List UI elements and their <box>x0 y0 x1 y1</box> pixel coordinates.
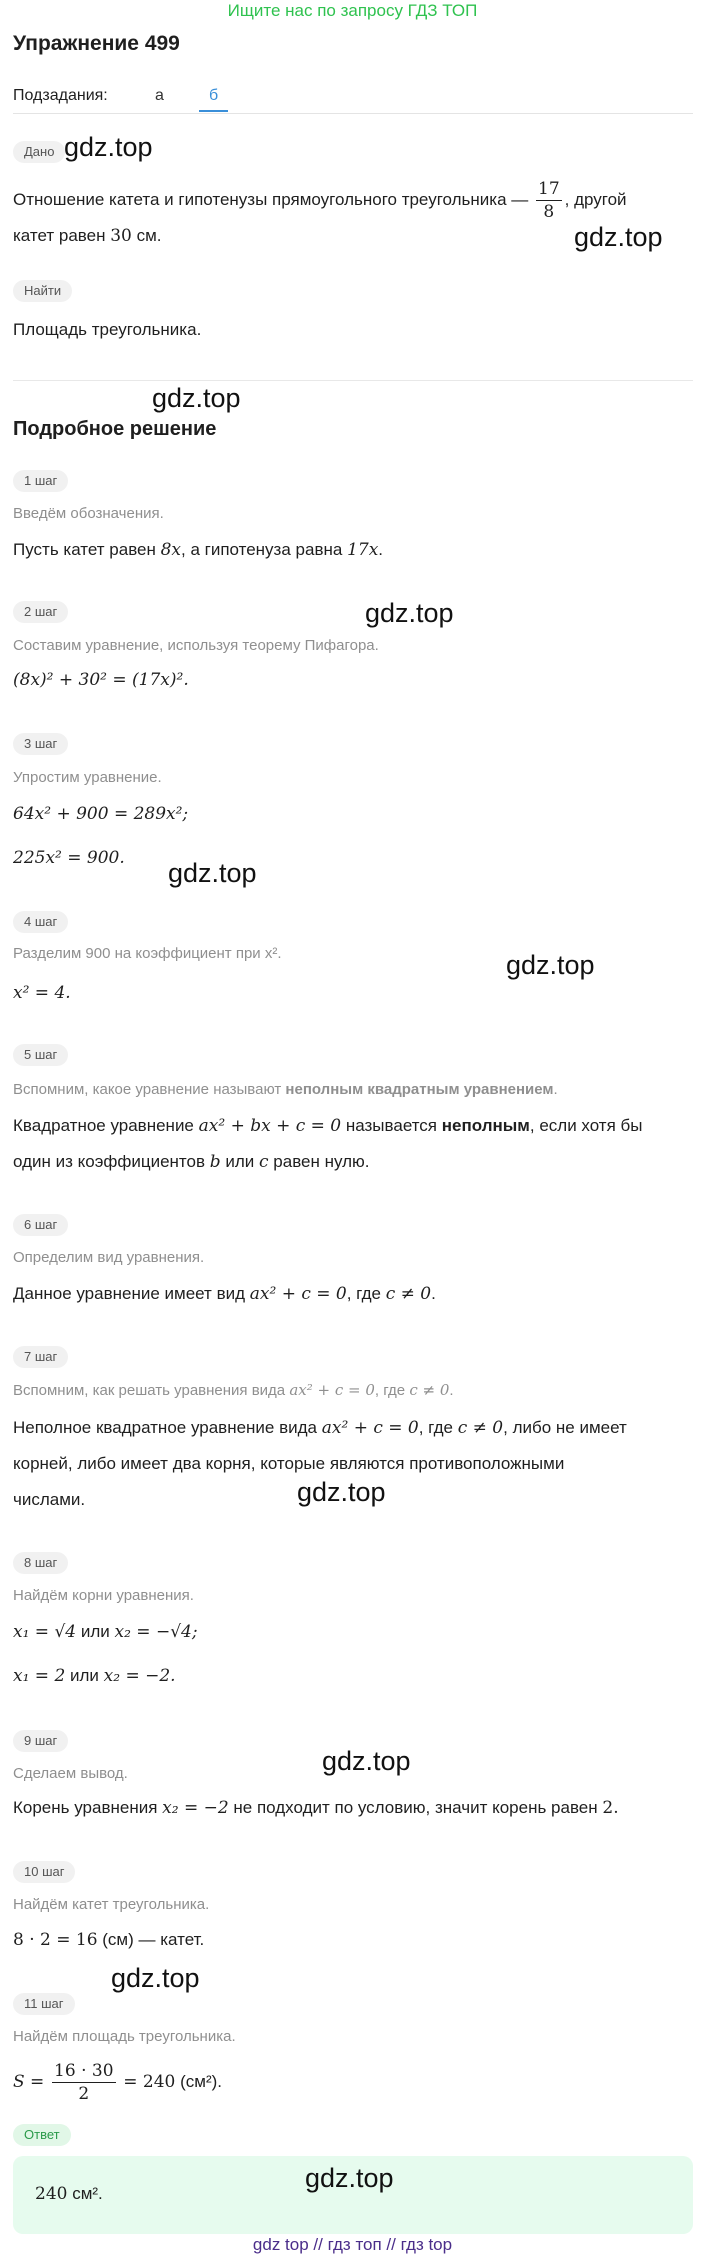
step-7-hint <box>13 1380 693 1401</box>
step-8-or-a: или <box>80 1622 110 1641</box>
step-11-text <box>13 2060 693 2105</box>
given-text-part3: катет равен <box>13 226 106 245</box>
step-7-text-a: Неполное квадратное уравнение вида <box>13 1418 318 1437</box>
step-6-text-b: , где <box>346 1284 381 1303</box>
step-1-math-a: 8x <box>160 540 182 560</box>
step-7-text-line1 <box>13 1410 693 1446</box>
step-5-hint <box>13 1080 693 1100</box>
tab-subtask-a[interactable]: а <box>155 87 164 104</box>
given-text <box>13 178 693 223</box>
step-1-text-c: . <box>378 540 384 559</box>
step-5-hint-a: Вспомним, какое уравнение называют <box>13 1081 282 1098</box>
step-5-text-a: Квадратное уравнение <box>13 1116 194 1135</box>
watermark: gdz.top <box>506 950 595 980</box>
step-4-equation: x² = 4. <box>13 983 71 1003</box>
step-5-text-c: , если хотя бы <box>529 1116 643 1135</box>
step-6-text-c: . <box>431 1284 436 1303</box>
watermark: gdz.top <box>297 1477 386 1507</box>
step-5-math-b: b <box>209 1152 221 1172</box>
watermark: gdz.top <box>111 1963 200 1993</box>
subtasks-bar <box>13 84 693 112</box>
step-9-text <box>13 1790 693 1826</box>
step-8-hint: Найдём корни уравнения. <box>13 1587 194 1604</box>
find-badge: Найти <box>13 280 72 302</box>
section-divider <box>13 380 693 381</box>
step-11-fraction-den: 2 <box>78 2084 90 2104</box>
find-text: Площадь треугольника. <box>13 320 202 339</box>
step-6-math-b: c ≠ 0 <box>385 1284 432 1304</box>
step-7-hint-math-a: ax² + c = 0 <box>289 1381 375 1399</box>
step-7-text-line2: корней, либо имеет два корня, которые являются противоположными <box>13 1454 565 1473</box>
step-11-unit: (см²). <box>180 2071 222 2091</box>
step-5-hint-bold: неполным квадратным уравнением <box>285 1081 554 1098</box>
step-2-hint: Составим уравнение, используя теорему Пифагора. <box>13 637 379 654</box>
step-2-badge: 2 шаг <box>13 601 68 623</box>
step-7-math-a: ax² + c = 0 <box>321 1418 419 1438</box>
step-5-text-f: равен нулю. <box>273 1152 370 1171</box>
step-11-math-result: = 240 <box>123 2071 176 2092</box>
watermark: gdz.top <box>152 383 241 413</box>
step-9-math-b: 2. <box>602 1798 619 1818</box>
answer-text <box>35 2184 103 2204</box>
step-9-text-a: Корень уравнения <box>13 1798 158 1817</box>
step-1-text-a: Пусть катет равен <box>13 540 156 559</box>
step-10-hint: Найдём катет треугольника. <box>13 1896 210 1913</box>
given-text-part4: см. <box>136 226 162 245</box>
step-5-text-line2 <box>13 1144 693 1180</box>
answer-value: 240 <box>35 2184 68 2204</box>
watermark: gdz.top <box>574 222 663 252</box>
step-8-or-b: или <box>70 1666 99 1685</box>
step-3-badge: 3 шаг <box>13 733 68 755</box>
step-6-text-a: Данное уравнение имеет вид <box>13 1284 246 1303</box>
step-10-math: 8 · 2 = 16 <box>13 1930 98 1950</box>
given-value: 30 <box>110 226 132 246</box>
step-7-text-line3: числами. <box>13 1490 86 1509</box>
answer-badge: Ответ <box>13 2124 71 2146</box>
watermark: gdz.top <box>322 1746 411 1776</box>
step-9-math-a: x₂ = −2 <box>162 1798 229 1818</box>
step-2-equation: (8x)² + 30² = (17x)². <box>13 670 189 690</box>
step-6-math-a: ax² + c = 0 <box>249 1284 347 1304</box>
step-1-badge: 1 шаг <box>13 470 68 492</box>
step-5-hint-end: . <box>553 1081 558 1098</box>
step-7-math-b: c ≠ 0 <box>457 1418 504 1438</box>
step-9-text-b: не подходит по условию, значит корень равен <box>233 1798 598 1817</box>
given-fraction <box>536 178 562 223</box>
step-1-text-b: , а гипотенуза равна <box>181 540 343 559</box>
watermark: gdz.top <box>64 132 153 162</box>
page-title: Упражнение 499 <box>13 32 180 55</box>
step-5-text-d: один из коэффициентов <box>13 1152 206 1171</box>
subtasks-divider <box>13 113 693 114</box>
step-10-badge: 10 шаг <box>13 1861 75 1883</box>
step-8-math-d: x₂ = −2. <box>103 1666 176 1686</box>
step-11-math-s: S = <box>13 2071 45 2092</box>
given-badge: Дано <box>13 141 65 163</box>
tab-subtask-b[interactable]: б <box>199 84 228 112</box>
step-1-math-b: 17x <box>347 540 379 560</box>
step-1-hint: Введём обозначения. <box>13 505 164 522</box>
given-text-part1: Отношение катета и гипотенузы прямоугольного треугольника — <box>13 189 529 209</box>
step-6-badge: 6 шаг <box>13 1214 68 1236</box>
watermark: gdz.top <box>365 598 454 628</box>
step-11-fraction <box>52 2060 115 2105</box>
step-5-text-b: называется <box>345 1116 438 1135</box>
subtasks-label: Подзадания: <box>13 87 108 104</box>
watermark: gdz.top <box>168 858 257 888</box>
step-7-hint-mid: , где <box>374 1382 406 1399</box>
step-7-text-c: , либо не имеет <box>503 1418 627 1437</box>
step-6-text <box>13 1276 693 1312</box>
step-11-hint: Найдём площадь треугольника. <box>13 2028 236 2045</box>
step-4-badge: 4 шаг <box>13 911 68 933</box>
given-fraction-den: 8 <box>543 202 555 222</box>
step-5-text-e: или <box>225 1152 255 1171</box>
step-3-equation-2: 225x² = 900. <box>13 848 125 868</box>
step-5-badge: 5 шаг <box>13 1044 68 1066</box>
step-5-math-c: c <box>259 1152 269 1172</box>
solution-title: Подробное решение <box>13 418 217 440</box>
watermark: gdz.top <box>305 2163 394 2193</box>
footer-links[interactable]: gdz top // гдз топ // гдз top <box>252 2235 453 2254</box>
answer-unit: см². <box>72 2184 103 2203</box>
step-7-text-b: , где <box>418 1418 453 1437</box>
given-text-part2: , другой <box>564 189 627 209</box>
step-10-text-a: (см) — катет. <box>102 1930 205 1949</box>
step-3-hint: Упростим уравнение. <box>13 769 162 786</box>
step-4-hint: Разделим 900 на коэффициент при x². <box>13 945 282 962</box>
step-8-math-a: x₁ = √4 <box>13 1622 77 1642</box>
given-fraction-num: 17 <box>538 179 560 199</box>
step-8-math-c: x₁ = 2 <box>13 1666 66 1686</box>
step-7-hint-math-b: c ≠ 0 <box>409 1381 450 1399</box>
step-7-hint-a: Вспомним, как решать уравнения вида <box>13 1382 286 1399</box>
step-5-math-a: ax² + bx + c = 0 <box>198 1116 342 1136</box>
step-11-badge: 11 шаг <box>13 1993 75 2015</box>
step-3-equation-1: 64x² + 900 = 289x²; <box>13 804 189 824</box>
step-7-badge: 7 шаг <box>13 1346 68 1368</box>
step-5-bold: неполным <box>441 1116 530 1135</box>
step-11-fraction-num: 16 · 30 <box>54 2061 114 2081</box>
step-8-badge: 8 шаг <box>13 1552 68 1574</box>
step-5-text-line1 <box>13 1108 693 1144</box>
step-8-math-b: x₂ = −√4; <box>114 1622 198 1642</box>
step-9-badge: 9 шаг <box>13 1730 68 1752</box>
step-8-line1 <box>13 1614 693 1650</box>
step-7-hint-end: . <box>449 1382 454 1399</box>
step-6-hint: Определим вид уравнения. <box>13 1249 205 1266</box>
top-banner[interactable]: Ищите нас по запросу ГДЗ ТОП <box>227 1 478 20</box>
step-10-text <box>13 1922 693 1958</box>
step-1-text <box>13 532 693 568</box>
step-9-hint: Сделаем вывод. <box>13 1765 128 1782</box>
step-8-line2 <box>13 1658 693 1694</box>
